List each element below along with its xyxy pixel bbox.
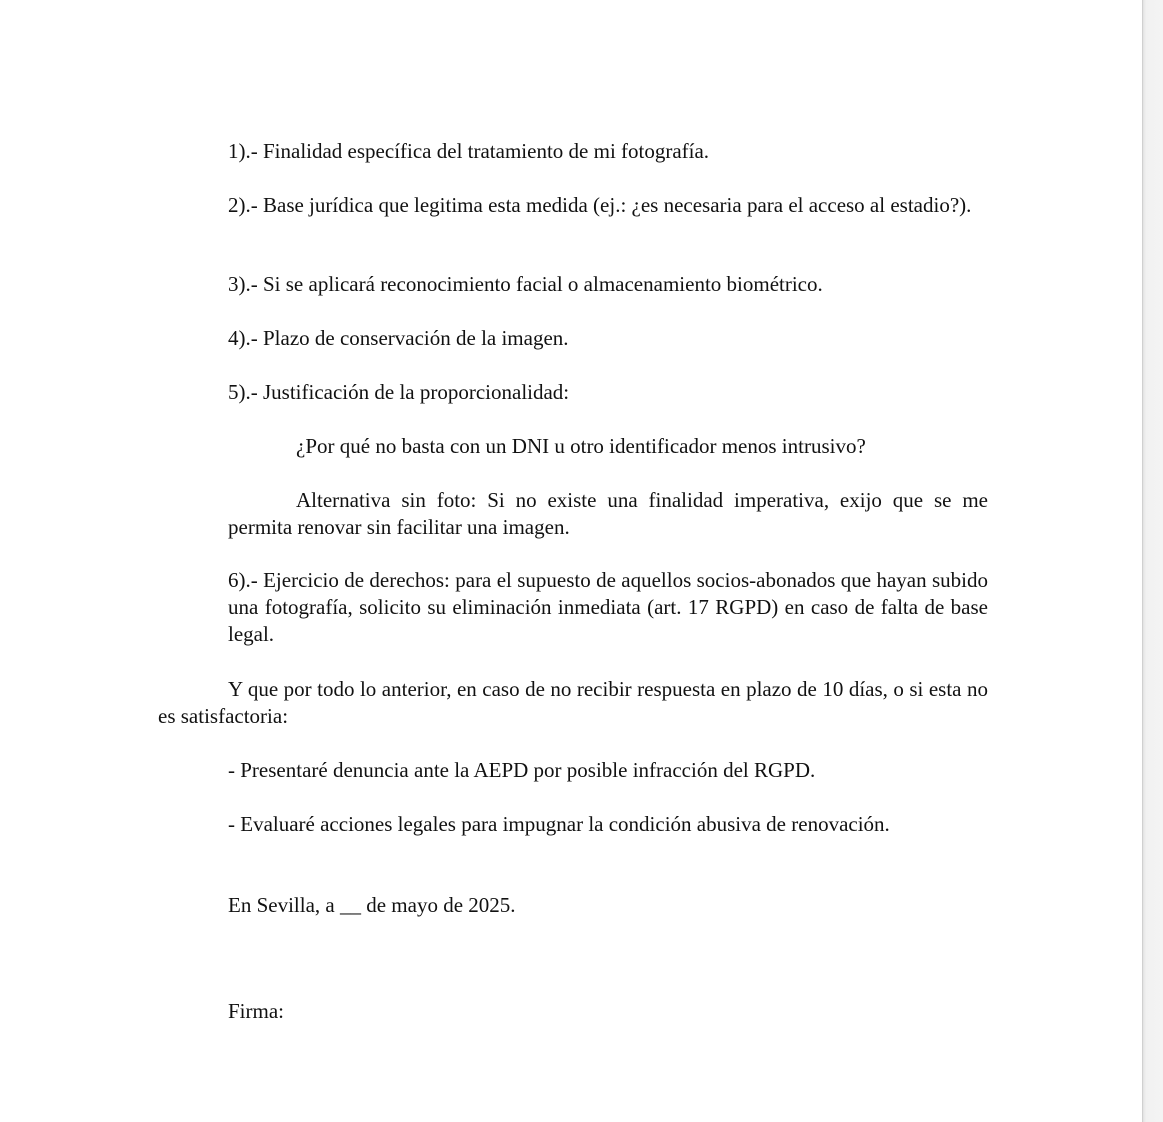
item-5-alternative: Alternativa sin foto: Si no existe una finalidad imperativa, exijo que se me permita renovar sin facilitar una imagen. — [228, 488, 988, 539]
item-4-plazo-conservacion: 4).- Plazo de conservación de la imagen. — [228, 326, 569, 350]
place-date: En Sevilla, a __ de mayo de 2025. — [228, 893, 516, 917]
item-2-base-juridica: 2).- Base jurídica que legitima esta medida (ej.: ¿es necesaria para el acceso al estadio?). — [228, 193, 972, 217]
item-3-reconocimiento-facial: 3).- Si se aplicará reconocimiento facial o almacenamiento biométrico. — [228, 272, 823, 296]
item-5-question: ¿Por qué no basta con un DNI u otro identificador menos intrusivo? — [296, 434, 866, 458]
item-6-ejercicio-derechos: 6).- Ejercicio de derechos: para el supuesto de aquellos socios-abonados que hayan subido una fotografía, solicito su eliminación inmediata (art. 17 RGPD) en caso de falta de base legal. — [228, 568, 988, 646]
consequence-denuncia: - Presentaré denuncia ante la AEPD por posible infracción del RGPD. — [228, 758, 816, 782]
consequence-acciones-legales: - Evaluaré acciones legales para impugnar la condición abusiva de renovación. — [228, 812, 890, 836]
page-edge-scrollbar — [1142, 0, 1163, 1122]
item-5-proporcionalidad: 5).- Justificación de la proporcionalidad: — [228, 380, 570, 404]
signature-label: Firma: — [228, 999, 284, 1023]
closing-paragraph: Y que por todo lo anterior, en caso de no recibir respuesta en plazo de 10 días, o si esta no es satisfactoria: — [158, 677, 988, 728]
item-1-finalidad: 1).- Finalidad específica del tratamiento de mi fotografía. — [228, 139, 710, 163]
